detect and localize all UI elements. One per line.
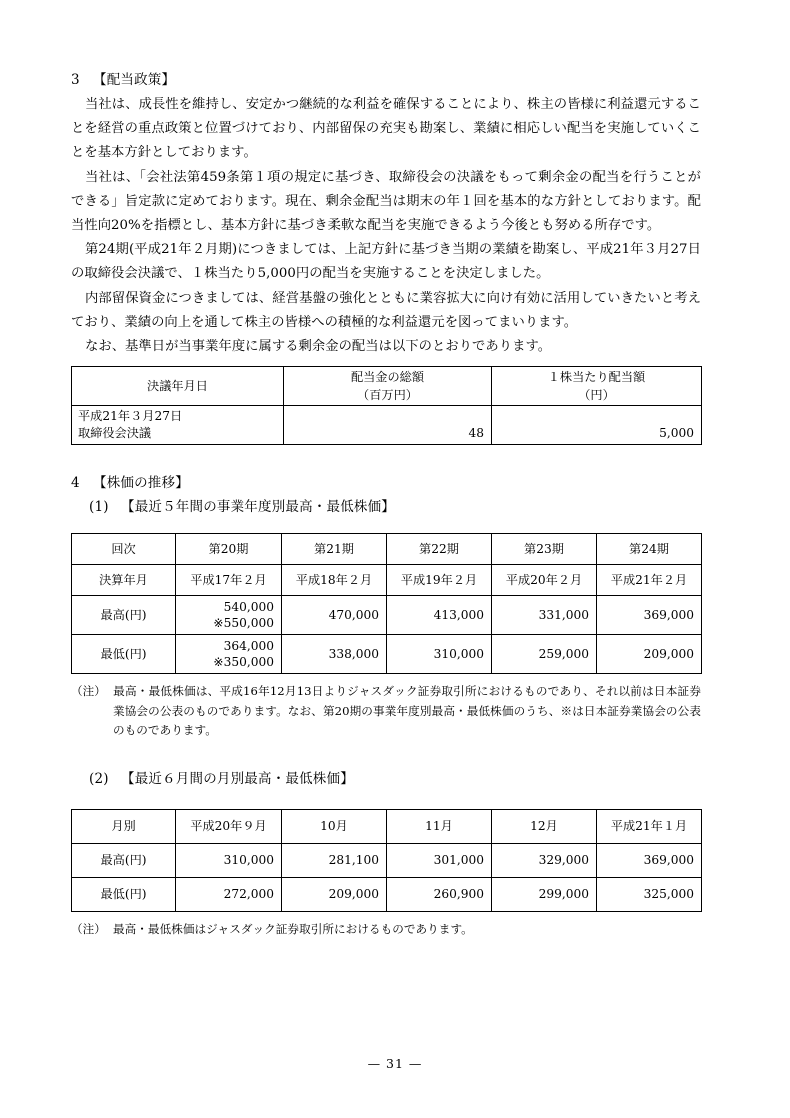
cell-dividend-per-share bbox=[492, 406, 702, 445]
column-header-month-3: 11月 bbox=[387, 809, 492, 843]
section-3-title: 【配当政策】 bbox=[93, 72, 176, 88]
yearly-stock-price-table bbox=[71, 533, 702, 674]
high-price-24: 369,000 bbox=[597, 596, 702, 635]
column-header-month-2: 10月 bbox=[282, 809, 387, 843]
row-label-settlement-month: 決算年月 bbox=[72, 565, 176, 596]
monthly-high-2: 281,100 bbox=[282, 843, 387, 877]
settlement-month-22: 平成19年２月 bbox=[387, 565, 492, 596]
monthly-table-note bbox=[71, 920, 701, 940]
cell-total-dividend bbox=[284, 406, 492, 445]
high-price-20 bbox=[176, 596, 282, 635]
note-tag: （注） bbox=[71, 684, 106, 699]
table-row bbox=[72, 406, 702, 445]
header-line-1: １株当たり配当額 bbox=[547, 370, 646, 385]
table-header-row bbox=[72, 367, 702, 406]
high-price-22: 413,000 bbox=[387, 596, 492, 635]
table-row bbox=[72, 843, 702, 877]
dividend-table bbox=[71, 366, 702, 445]
monthly-high-1: 310,000 bbox=[176, 843, 282, 877]
column-header-month-1: 平成20年９月 bbox=[176, 809, 282, 843]
row-label-term: 回次 bbox=[72, 534, 176, 565]
low-price-main: 364,000 bbox=[223, 639, 274, 654]
subsection-2-title: 【最近６月間の月別最高・最低株価】 bbox=[121, 770, 354, 787]
section-3-paragraph-2: 当社は、「会社法第459条第１項の規定に基づき、取締役会の決議をもって剰余金の配当を行うことができる」旨定款に定めております。現在、剰余金配当は期末の年１回を基本的な方針としております。配当性向20%を指標とし、基本方針に基づき柔軟な配当を実施できるよう今後とも努める所存です。 bbox=[71, 169, 701, 234]
table-header-row bbox=[72, 809, 702, 843]
header-cell-decision-date bbox=[72, 367, 284, 406]
monthly-low-2: 209,000 bbox=[282, 877, 387, 911]
table-row bbox=[72, 635, 702, 674]
yearly-table-note bbox=[71, 682, 701, 741]
monthly-high-3: 301,000 bbox=[387, 843, 492, 877]
header-line-2: （百万円） bbox=[357, 388, 418, 403]
monthly-high-4: 329,000 bbox=[492, 843, 597, 877]
settlement-month-24: 平成21年２月 bbox=[597, 565, 702, 596]
column-header-term-22: 第22期 bbox=[387, 534, 492, 565]
page-content bbox=[71, 70, 701, 939]
monthly-low-4: 299,000 bbox=[492, 877, 597, 911]
page-number: — 31 — bbox=[367, 1056, 423, 1071]
monthly-low-1: 272,000 bbox=[176, 877, 282, 911]
table-header-row bbox=[72, 534, 702, 565]
subsection-1-label: (1) bbox=[89, 499, 109, 516]
section-4-number: 4 bbox=[71, 475, 80, 492]
subsection-2-heading bbox=[89, 769, 701, 789]
section-3-heading bbox=[71, 70, 701, 90]
table-row bbox=[72, 596, 702, 635]
total-dividend-value: 48 bbox=[468, 425, 484, 440]
column-header-month-4: 12月 bbox=[492, 809, 597, 843]
column-header-term-20: 第20期 bbox=[176, 534, 282, 565]
section-3-paragraph-4: 内部留保資金につきましては、経営基盤の強化とともに業容拡大に向け有効に活用していきたいと考えており、業績の向上を通して株主の皆様への積極的な利益還元を図ってまいります。 bbox=[71, 290, 701, 330]
monthly-low-5: 325,000 bbox=[597, 877, 702, 911]
decision-date-line-1: 平成21年３月27日 bbox=[78, 409, 183, 424]
header-line-1: 配当金の総額 bbox=[350, 370, 425, 385]
high-price-21: 470,000 bbox=[282, 596, 387, 635]
table-row bbox=[72, 877, 702, 911]
row-label-monthly-low: 最低(円) bbox=[72, 877, 176, 911]
section-3-paragraph-3: 第24期(平成21年２月期)につきましては、上記方針に基づき当期の業績を勘案し、平成21年３月27日の取締役会決議で、１株当たり5,000円の配当を実施することを決定しました。 bbox=[71, 242, 701, 282]
monthly-low-3: 260,900 bbox=[387, 877, 492, 911]
column-header-term-24: 第24期 bbox=[597, 534, 702, 565]
settlement-month-20: 平成17年２月 bbox=[176, 565, 282, 596]
low-price-24: 209,000 bbox=[597, 635, 702, 674]
table-row bbox=[72, 565, 702, 596]
row-label-monthly-high: 最高(円) bbox=[72, 843, 176, 877]
high-price-23: 331,000 bbox=[492, 596, 597, 635]
section-4-title: 【株価の推移】 bbox=[93, 475, 189, 492]
low-price-22: 310,000 bbox=[387, 635, 492, 674]
dividend-per-share-value: 5,000 bbox=[659, 425, 694, 440]
section-3-paragraph-1: 当社は、成長性を維持し、安定かつ継続的な利益を確保することにより、株主の皆様に利益還元することを経営の重点政策と位置づけており、内部留保の充実も勘案し、業績に相応しい配当を実施していくことを基本方針としております。 bbox=[71, 97, 701, 161]
subsection-1-title: 【最近５年間の事業年度別最高・最低株価】 bbox=[121, 499, 395, 516]
settlement-month-23: 平成20年２月 bbox=[492, 565, 597, 596]
subsection-1-heading bbox=[89, 497, 701, 517]
note-text: 最高・最低株価は、平成16年12月13日よりジャスダック証券取引所におけるものであり、それ以前は日本証券業協会の公表のものであります。なお、第20期の事業年度別最高・最低株価のうち、※は日本証券業協会の公表のものであります。 bbox=[113, 684, 701, 738]
monthly-stock-price-table bbox=[71, 809, 702, 912]
row-label-low-price: 最低(円) bbox=[72, 635, 176, 674]
column-header-month-5: 平成21年１月 bbox=[597, 809, 702, 843]
header-line-2: （円） bbox=[578, 388, 615, 403]
row-label-month: 月別 bbox=[72, 809, 176, 843]
header-cell-dividend-per-share bbox=[492, 367, 702, 406]
low-price-23: 259,000 bbox=[492, 635, 597, 674]
note-text: 最高・最低株価はジャスダック証券取引所におけるものであります。 bbox=[113, 921, 473, 936]
note-tag: （注） bbox=[71, 921, 106, 936]
low-price-20 bbox=[176, 635, 282, 674]
column-header-term-23: 第23期 bbox=[492, 534, 597, 565]
cell-decision-date bbox=[72, 406, 284, 445]
high-price-main: 540,000 bbox=[223, 600, 274, 615]
header-cell-total-dividend bbox=[284, 367, 492, 406]
header-line-1: 決議年月日 bbox=[147, 379, 208, 394]
section-3-number: 3 bbox=[71, 72, 80, 88]
section-3-paragraph-5: なお、基準日が当事業年度に属する剰余金の配当は以下のとおりであります。 bbox=[85, 339, 552, 355]
decision-date-line-2: 取締役会決議 bbox=[78, 426, 152, 441]
settlement-month-21: 平成18年２月 bbox=[282, 565, 387, 596]
section-4-heading bbox=[71, 473, 701, 493]
row-label-high-price: 最高(円) bbox=[72, 596, 176, 635]
low-price-21: 338,000 bbox=[282, 635, 387, 674]
monthly-high-5: 369,000 bbox=[597, 843, 702, 877]
low-price-note: ※350,000 bbox=[213, 655, 274, 670]
high-price-note: ※550,000 bbox=[213, 616, 274, 631]
column-header-term-21: 第21期 bbox=[282, 534, 387, 565]
subsection-2-label: (2) bbox=[89, 770, 109, 787]
